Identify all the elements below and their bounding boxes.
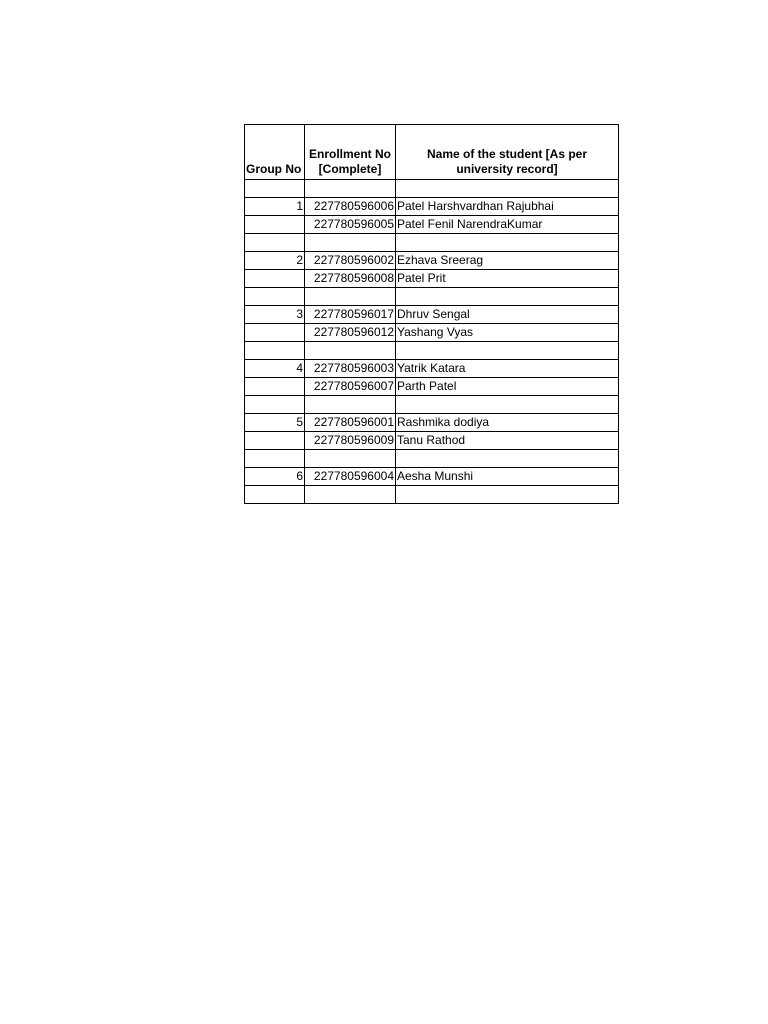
- group-cell: 6: [245, 468, 305, 486]
- table-row: [245, 396, 619, 414]
- name-cell: Rashmika dodiya: [396, 414, 619, 432]
- enroll-cell: 227780596007: [305, 378, 396, 396]
- header-name-line1: Name of the student [As per: [426, 147, 588, 161]
- table-row: [245, 450, 619, 468]
- header-group-no-label: Group No: [246, 162, 302, 176]
- name-cell: [396, 180, 619, 198]
- group-cell: 3: [245, 306, 305, 324]
- enroll-cell: [305, 234, 396, 252]
- enroll-cell: [305, 396, 396, 414]
- table-row: [245, 432, 619, 450]
- group-cell: [245, 216, 305, 234]
- header-enrollment-no: [305, 125, 396, 180]
- table-row: [245, 252, 619, 270]
- name-cell: Parth Patel: [396, 378, 619, 396]
- group-cell: 4: [245, 360, 305, 378]
- name-cell: Aesha Munshi: [396, 468, 619, 486]
- group-cell: 2: [245, 252, 305, 270]
- header-student-name: [396, 125, 619, 180]
- enroll-cell: 227780596006: [305, 198, 396, 216]
- table-row: [245, 342, 619, 360]
- header-enrollment-line2: [Complete]: [318, 162, 382, 176]
- enroll-cell: [305, 288, 396, 306]
- group-cell: [245, 180, 305, 198]
- name-cell: [396, 288, 619, 306]
- header-row: [245, 125, 619, 180]
- table-row: [245, 468, 619, 486]
- name-cell: Ezhava Sreerag: [396, 252, 619, 270]
- table-row: [245, 234, 619, 252]
- group-cell: [245, 270, 305, 288]
- table-row: [245, 288, 619, 306]
- enroll-cell: 227780596002: [305, 252, 396, 270]
- name-cell: [396, 450, 619, 468]
- enroll-cell: 227780596005: [305, 216, 396, 234]
- name-cell: [396, 396, 619, 414]
- group-cell: [245, 450, 305, 468]
- group-cell: [245, 378, 305, 396]
- table-row: [245, 180, 619, 198]
- enroll-cell: [305, 486, 396, 504]
- enroll-cell: [305, 180, 396, 198]
- name-cell: [396, 234, 619, 252]
- group-cell: 1: [245, 198, 305, 216]
- name-cell: [396, 486, 619, 504]
- name-cell: Yatrik Katara: [396, 360, 619, 378]
- header-group-no: [245, 125, 305, 180]
- table-header: [245, 125, 619, 180]
- table-body: [245, 180, 619, 504]
- enroll-cell: 227780596004: [305, 468, 396, 486]
- name-cell: [396, 342, 619, 360]
- student-group-table: [244, 124, 619, 504]
- table-row: [245, 360, 619, 378]
- enroll-cell: 227780596003: [305, 360, 396, 378]
- group-cell: [245, 396, 305, 414]
- table-row: [245, 216, 619, 234]
- table-row: [245, 486, 619, 504]
- enroll-cell: 227780596001: [305, 414, 396, 432]
- enroll-cell: 227780596012: [305, 324, 396, 342]
- table-row: [245, 306, 619, 324]
- table-row: [245, 414, 619, 432]
- enroll-cell: [305, 450, 396, 468]
- group-cell: 5: [245, 414, 305, 432]
- enroll-cell: 227780596009: [305, 432, 396, 450]
- name-cell: Patel Prit: [396, 270, 619, 288]
- header-name-line2: university record]: [456, 162, 558, 176]
- name-cell: Patel Harshvardhan Rajubhai: [396, 198, 619, 216]
- name-cell: Dhruv Sengal: [396, 306, 619, 324]
- group-cell: [245, 234, 305, 252]
- table-row: [245, 378, 619, 396]
- group-cell: [245, 342, 305, 360]
- group-cell: [245, 486, 305, 504]
- group-cell: [245, 432, 305, 450]
- table-row: [245, 270, 619, 288]
- table-row: [245, 198, 619, 216]
- header-enrollment-line1: Enrollment No: [308, 147, 391, 161]
- group-cell: [245, 288, 305, 306]
- enroll-cell: 227780596008: [305, 270, 396, 288]
- name-cell: Yashang Vyas: [396, 324, 619, 342]
- enroll-cell: [305, 342, 396, 360]
- table-row: [245, 324, 619, 342]
- group-cell: [245, 324, 305, 342]
- enroll-cell: 227780596017: [305, 306, 396, 324]
- name-cell: Tanu Rathod: [396, 432, 619, 450]
- name-cell: Patel Fenil NarendraKumar: [396, 216, 619, 234]
